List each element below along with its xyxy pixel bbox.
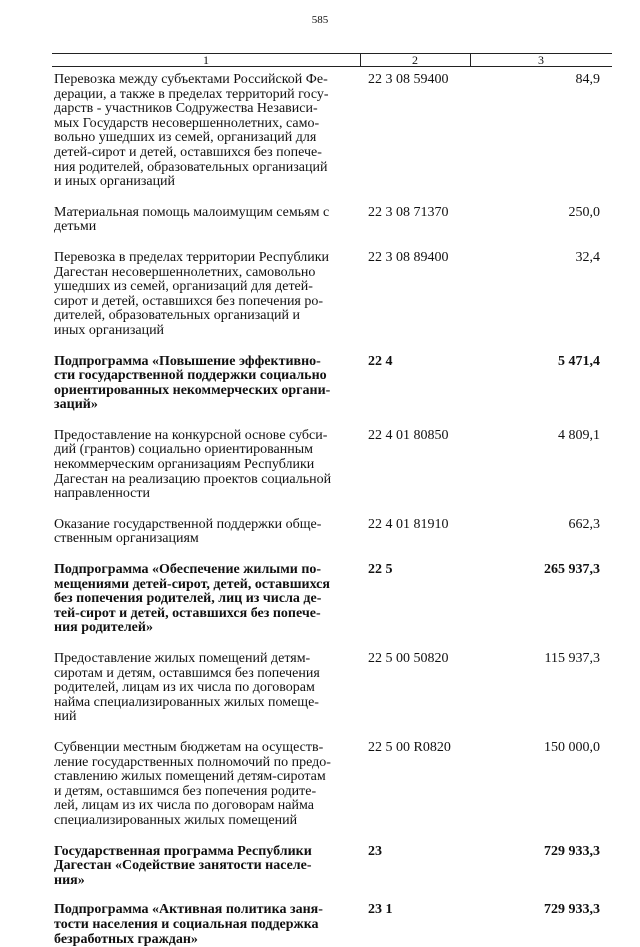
- row-description: Подпрограмма «Обеспечение жилыми по- мещениями детей-сирот, детей, оставшихся без попечения родителей, лиц из числа де- тей-сирот и детей, оставшихся без попече- ния родителей»: [54, 562, 330, 636]
- row-description: Предоставление на конкурсной основе субси- дий (грантов) социально ориентированным некоммерческим организациям Республики Дагестан на реализацию проектов социальной направленности: [54, 427, 332, 502]
- row-code: 22 5 00 R0820: [368, 739, 451, 755]
- row-description: Оказание государственной поддержки обще- ственным организациям: [54, 516, 322, 547]
- row-code: 22 3 08 71370: [368, 204, 449, 220]
- table-row: [52, 741, 612, 829]
- column-divider: [470, 54, 471, 66]
- row-code: 22 5 00 50820: [368, 651, 449, 666]
- row-amount: 115 937,3: [544, 651, 600, 666]
- row-code: 22 5: [368, 562, 393, 578]
- row-description: Перевозка между субъектами Российской Фе- дерации, а также в пределах территорий госу- дарств - участников Содружества Независи- мых Государств несовершеннолетних, само- вольно ушедших из семей, организаций для детей-сирот и детей, оставшихся без попече- ния родителей, образовательных организаций и иных организаций: [54, 72, 329, 190]
- row-code: 22 3 08 59400: [368, 72, 449, 87]
- row-amount: 729 933,3: [544, 843, 600, 859]
- table-row: [52, 845, 612, 889]
- row-code: 22 4 01 80850: [368, 427, 449, 443]
- row-amount: 32,4: [575, 249, 600, 265]
- row-amount: 729 933,3: [544, 902, 600, 918]
- table-row: [52, 206, 612, 235]
- table-row: [52, 73, 612, 190]
- budget-table: [52, 53, 612, 947]
- row-description: Предоставление жилых помещений детям- сиротам и детям, оставшимся без попечения родителей, лицам из их числа по договорам найма специализированных жилых помеще- ний: [54, 651, 320, 725]
- row-description: Государственная программа Республики Дагестан «Содействие занятости населе- ния»: [54, 843, 312, 888]
- table-row: [52, 251, 612, 339]
- row-code: 22 3 08 89400: [368, 249, 449, 265]
- row-amount: 5 471,4: [558, 353, 600, 369]
- row-description: Подпрограмма «Активная политика заня- тости населения и социальная поддержка безработных граждан»: [54, 902, 323, 947]
- row-description: Перевозка в пределах территории Республики Дагестан несовершеннолетних, самовольно ушедших из семей, организаций для детей- сирот и детей, оставшихся без попечения ро- дителей, образовательных организаций и иных организаций: [54, 249, 330, 338]
- column-header-3: 3: [538, 53, 544, 67]
- row-amount: 250,0: [568, 204, 600, 220]
- row-code: 22 4: [368, 353, 393, 369]
- row-description: Подпрограмма «Повышение эффективно- сти государственной поддержки социально ориентированных некоммерческих органи- заций»: [54, 353, 331, 413]
- row-description: Материальная помощь малоимущим семьям с детьми: [54, 204, 330, 235]
- table-body: [52, 73, 612, 947]
- column-divider: [360, 54, 361, 66]
- table-row: [52, 652, 612, 725]
- page-number: 585: [311, 14, 329, 26]
- row-amount: 265 937,3: [544, 562, 600, 578]
- row-code: 22 4 01 81910: [368, 516, 449, 532]
- column-header-1: 1: [203, 53, 209, 67]
- table-row: [52, 518, 612, 547]
- table-row: [52, 355, 612, 413]
- table-row: [52, 563, 612, 636]
- row-code: 23: [368, 843, 382, 859]
- row-description: Субвенции местным бюджетам на осуществ- ление государственных полномочий по предо- ставлению жилых помещений детям-сиротам и детям, оставшимся без попечения родите- лей, лицам из их числа по договорам найма специализированных жилых помещений: [54, 739, 331, 828]
- row-amount: 84,9: [575, 72, 600, 87]
- column-header-2: 2: [412, 53, 418, 67]
- row-amount: 4 809,1: [558, 427, 600, 443]
- table-row: [52, 429, 612, 502]
- table-row: [52, 903, 612, 947]
- row-code: 23 1: [368, 902, 393, 918]
- table-header: [52, 54, 612, 67]
- row-amount: 662,3: [568, 516, 600, 532]
- row-amount: 150 000,0: [544, 739, 600, 755]
